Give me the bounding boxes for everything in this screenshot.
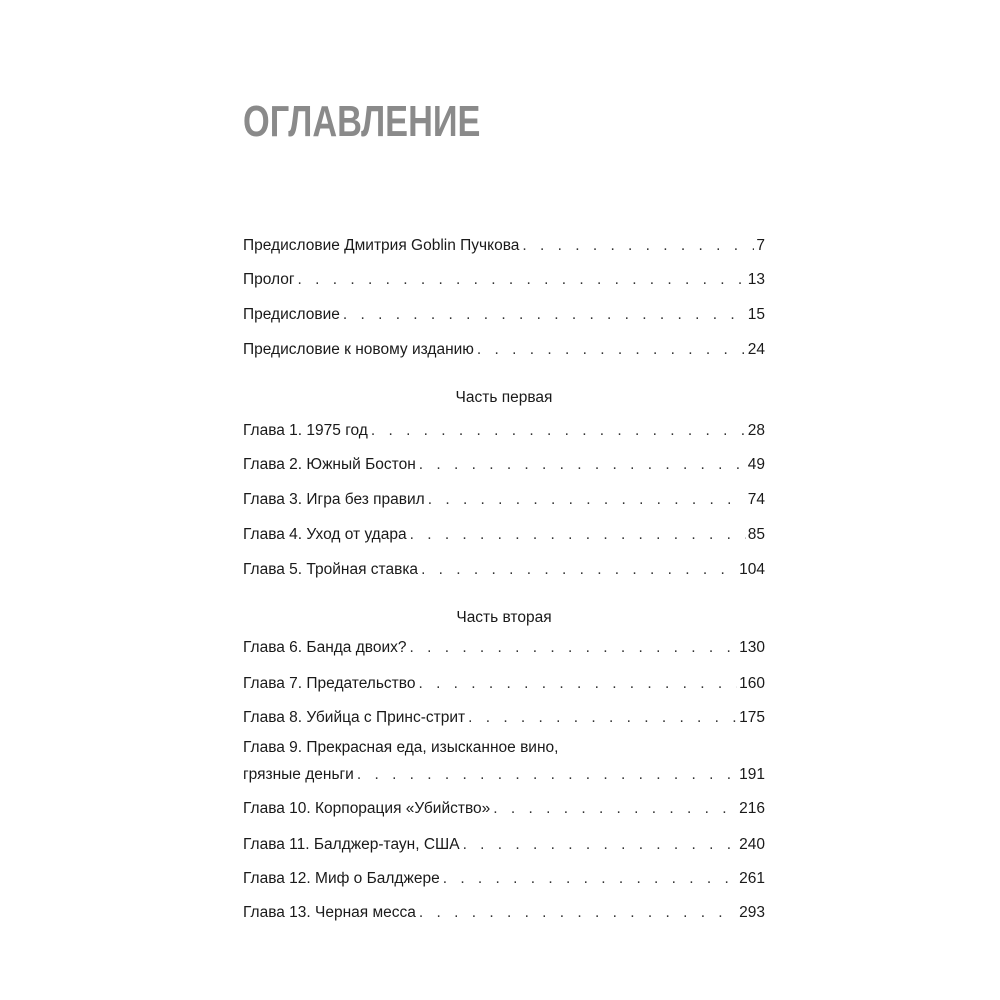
toc-page-number: 7 [756,237,765,254]
toc-entry-label: Глава 10. Корпорация «Убийство» [243,800,491,817]
toc-entry-label: Глава 5. Тройная ставка [243,561,419,578]
toc-page-number: 104 [739,561,765,578]
toc-entry-label: Глава 12. Миф о Балджере [243,870,440,887]
toc-entry-label: Предисловие [243,306,340,323]
toc-page-number: 175 [739,709,765,726]
toc-entry-label: Пролог [243,271,295,288]
toc-entry-chapter-12[interactable] [243,869,765,889]
toc-entry-chapter-2[interactable] [243,455,765,475]
toc-entry-label: Глава 11. Балджер-таун, США [243,836,460,853]
toc-entry-chapter-13[interactable] [243,903,765,923]
toc-page-number: 240 [739,836,765,853]
toc-page-number: 13 [747,271,765,288]
dot-leader [477,340,746,360]
toc-page-number: 28 [747,422,765,439]
dot-leader [409,638,737,658]
toc-entry-chapter-1[interactable] [243,421,765,441]
part-one-heading: Часть первая [455,389,553,406]
dot-leader [463,835,738,855]
toc-entry-chapter-4[interactable] [243,525,765,545]
toc-page-number: 216 [739,800,765,817]
dot-leader [298,270,746,290]
toc-page-number: 24 [747,341,765,358]
dot-leader [443,869,737,889]
toc-entry-label: Глава 3. Игра без правил [243,491,425,508]
part-two-heading: Часть вторая [456,609,552,626]
toc-entry-chapter-8[interactable] [243,708,765,728]
dot-leader [493,799,737,819]
toc-entry-chapter-5[interactable] [243,560,765,580]
dot-leader [522,236,754,256]
toc-entry-label: Глава 1. 1975 год [243,422,368,439]
toc-page-number: 49 [747,456,765,473]
dot-leader [421,560,737,580]
toc-entry-chapter-10[interactable] [243,799,765,819]
toc-entry-label: Глава 6. Банда двоих? [243,639,407,656]
toc-entry-chapter-7[interactable] [243,674,765,694]
toc-entry-prologue[interactable] [243,270,765,290]
toc-entry-chapter-6[interactable] [243,638,765,658]
toc-entry-label: Глава 7. Предательство [243,675,416,692]
toc-entry-label: Предисловие к новому изданию [243,341,474,358]
toc-entry-chapter-11[interactable] [243,835,765,855]
dot-leader [428,490,746,510]
toc-page-number: 130 [739,639,765,656]
toc-entry-chapter-3[interactable] [243,490,765,510]
toc-entry-label: грязные деньги [243,766,354,783]
dot-leader [468,708,737,728]
toc-page-number: 85 [747,526,765,543]
toc-entry-label: Глава 2. Южный Бостон [243,456,416,473]
toc-entry-label: Предисловие Дмитрия Goblin Пучкова [243,237,520,254]
toc-entry-chapter-9[interactable] [243,739,765,785]
toc-page-number: 160 [739,675,765,692]
toc-entry-label: Глава 8. Убийца с Принс-стрит [243,709,466,726]
toc-page-number: 74 [747,491,765,508]
dot-leader [343,305,746,325]
toc-entry-new-edition-foreword[interactable] [243,340,765,360]
toc-page-number: 15 [747,306,765,323]
toc-entry-foreword-puchkov[interactable] [243,236,765,256]
dot-leader [371,421,746,441]
dot-leader [418,674,737,694]
dot-leader [410,525,746,545]
toc-page-number: 191 [739,766,765,783]
page-title: ОГЛАВЛЕНИЕ [243,97,481,146]
dot-leader [419,455,746,475]
toc-entry-label: Глава 4. Уход от удара [243,526,407,543]
toc-entry-foreword[interactable] [243,305,765,325]
toc-entry-label-line1: Глава 9. Прекрасная еда, изысканное вино, [243,739,559,756]
dot-leader [419,903,737,923]
toc-page-number: 261 [739,870,765,887]
dot-leader [357,765,737,785]
toc-entry-label: Глава 13. Черная месса [243,904,416,921]
toc-page-number: 293 [739,904,765,921]
